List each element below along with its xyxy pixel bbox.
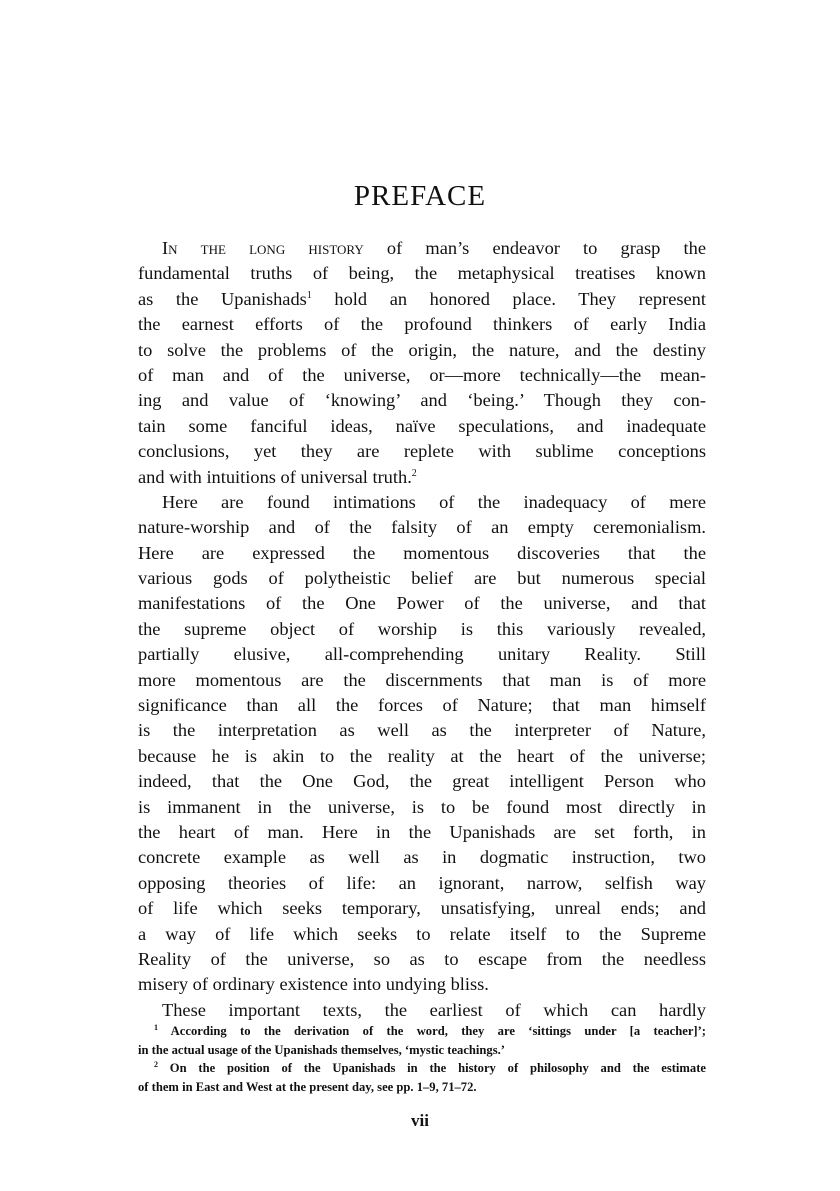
paragraph-1-line: as the Upanishads$^1$ hold an honored place. They represent <box>138 288 706 309</box>
paragraph-2-line: significance than all the forces of Nature; that man himself <box>138 695 706 716</box>
paragraph-2-line: of life which seeks temporary, unsatisfying, unreal ends; and <box>138 898 706 919</box>
footnote-2-line: of them in East and West at the present day, see pp. 1–9, 71–72. <box>138 1079 477 1094</box>
footnote-marker: 2 <box>154 1059 158 1069</box>
paragraph-1-line: ing and value of ‘knowing’ and ‘being.’ Though they con- <box>138 390 706 411</box>
paragraph-2-line: the supreme object of worship is this variously revealed, <box>138 618 706 639</box>
paragraph-1-line: the earnest efforts of the profound thinkers of early India <box>138 314 706 335</box>
footnote-1-line: in the actual usage of the Upanishads themselves, ‘mystic teachings.’ <box>138 1042 505 1057</box>
footnote-2-line: $^2$ On the position of the Upanishads in the history of philosophy and the estimate <box>154 1059 706 1075</box>
page-number: vii <box>411 1111 429 1130</box>
paragraph-2-line: the heart of man. Here in the Upanishads are set forth, in <box>138 821 706 842</box>
paragraph-2-line: is the interpretation as well as the interpreter of Nature, <box>138 720 706 741</box>
footnote-ref: 2 <box>411 467 417 479</box>
paragraph-1-line: tain some fanciful ideas, naïve speculations, and inadequate <box>138 415 706 436</box>
paragraph-2-line: Reality of the universe, so as to escape from the needless <box>138 948 706 969</box>
paragraph-1-line: and with intuitions of universal truth.$^2$ <box>138 466 417 487</box>
footnote-marker: 1 <box>154 1022 158 1032</box>
footnotes <box>138 1022 706 1096</box>
paragraph-2-line: Here are expressed the momentous discoveries that the <box>138 542 706 563</box>
paragraph-2-line: Here are found intimations of the inadequacy of mere <box>162 491 706 512</box>
paragraph-2-line: a way of life which seeks to relate itself to the Supreme <box>138 923 706 944</box>
paragraph-2-line: misery of ordinary existence into undying bliss. <box>138 974 489 995</box>
paragraph-2-line: partially elusive, all-comprehending unitary Reality. Still <box>138 644 706 665</box>
body-text <box>138 236 706 1023</box>
paragraph-1-line: of man and of the universe, or—more technically—the mean- <box>138 364 706 385</box>
footnote-ref: 1 <box>306 289 312 301</box>
paragraph-2-line: more momentous are the discernments that man is of more <box>138 669 706 690</box>
paragraph-3-line: These important texts, the earliest of which can hardly <box>162 999 706 1020</box>
footnote-1-line: $^1$ According to the derivation of the word, they are ‘sittings under [a teacher]’; <box>154 1022 706 1038</box>
paragraph-1-line: In the long history of man’s endeavor to grasp the <box>162 238 706 258</box>
paragraph-2-line: nature-worship and of the falsity of an empty ceremonialism. <box>138 517 706 538</box>
paragraph-2-line: manifestations of the One Power of the universe, and that <box>138 593 706 614</box>
paragraph-2-line: because he is akin to the reality at the heart of the universe; <box>138 745 706 766</box>
paragraph-2-line: is immanent in the universe, is to be found most directly in <box>138 796 706 817</box>
opening-smallcaps: In the long history <box>162 238 364 258</box>
paragraph-2-line: opposing theories of life: an ignorant, narrow, selfish way <box>138 872 706 893</box>
paragraph-2-line: indeed, that the One God, the great intelligent Person who <box>138 771 706 792</box>
paragraph-1-line: fundamental truths of being, the metaphysical treatises known <box>138 263 706 284</box>
page-title: PREFACE <box>353 180 487 212</box>
paragraph-2-line: various gods of polytheistic belief are but numerous special <box>138 568 706 589</box>
paragraph-1-line: conclusions, yet they are replete with sublime conceptions <box>138 441 706 462</box>
paragraph-2-line: concrete example as well as in dogmatic instruction, two <box>138 847 706 868</box>
paragraph-1-line: to solve the problems of the origin, the nature, and the destiny <box>138 339 706 360</box>
